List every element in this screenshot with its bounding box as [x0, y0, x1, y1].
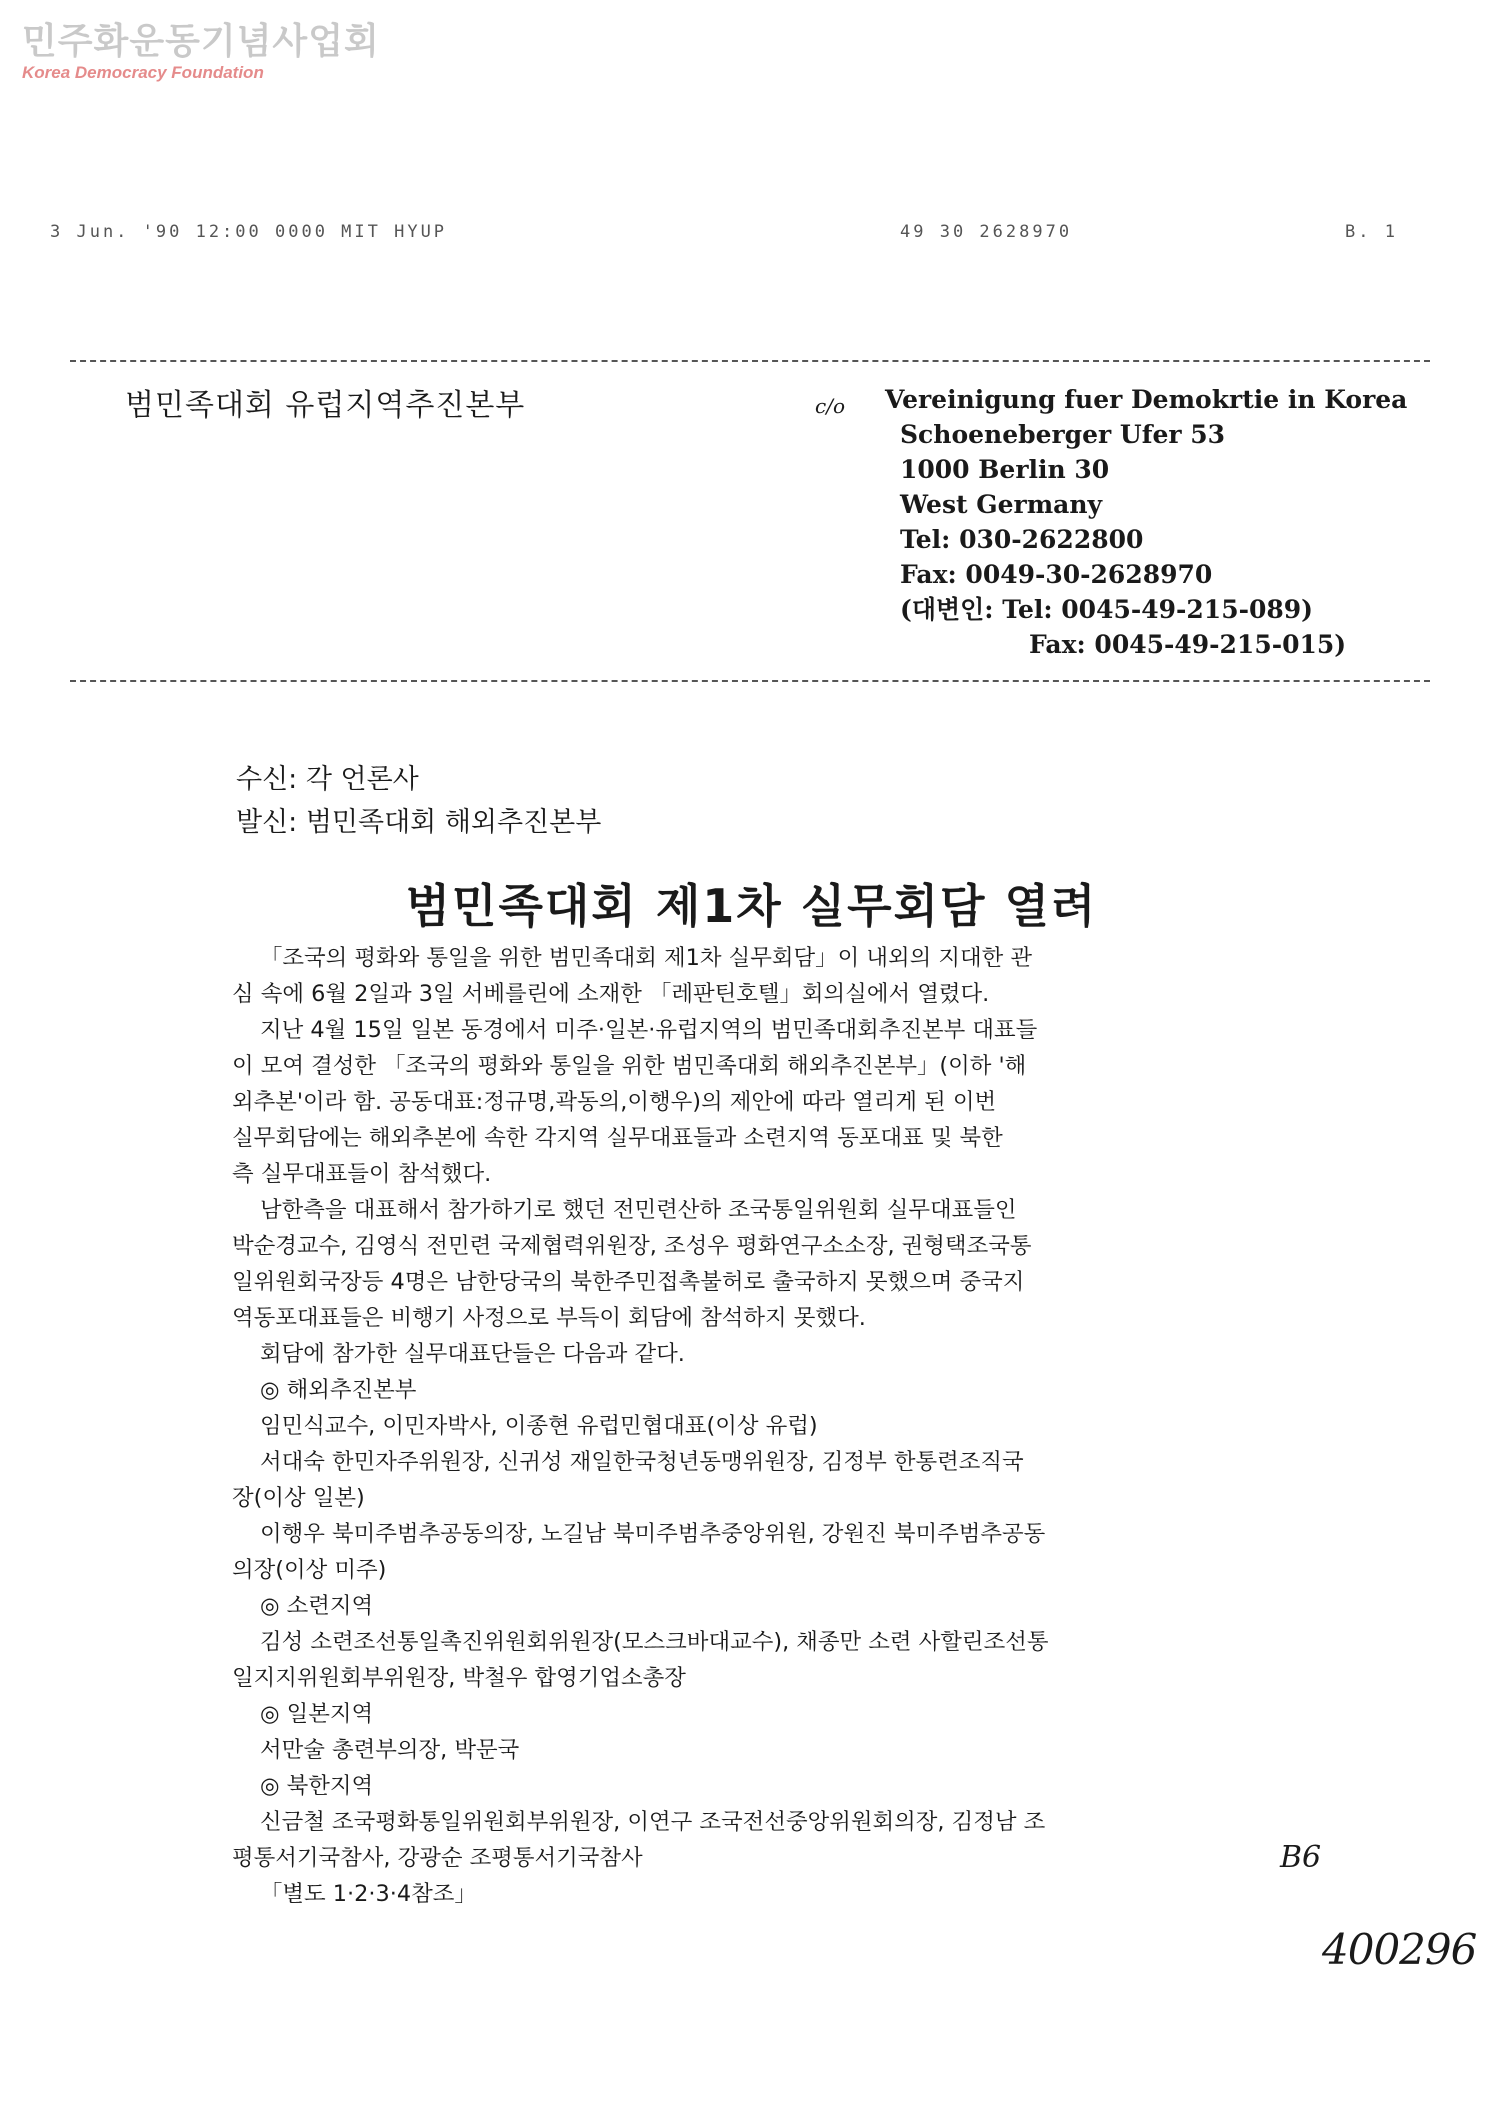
- section-heading: ◎ 일본지역: [260, 1701, 374, 1727]
- body-line: 장(이상 일본): [232, 1485, 365, 1511]
- body-line: 임민식교수, 이민자박사, 이종현 유럽민협대표(이상 유럽): [260, 1413, 818, 1439]
- body-line: 심 속에 6월 2일과 3일 서베를린에 소재한 「레판틴호텔」회의실에서 열렸다.: [232, 981, 990, 1007]
- body-line: 이 모여 결성한 「조국의 평화와 통일을 위한 범민족대회 해외추진본부」(이하 '해: [232, 1053, 1027, 1079]
- address-line: 1000 Berlin 30: [900, 455, 1110, 484]
- body-line: 일지지위원회부위원장, 박철우 합영기업소총장: [232, 1665, 686, 1691]
- handwritten-number: 400296: [1322, 1925, 1477, 1974]
- section-heading: ◎ 소련지역: [260, 1593, 374, 1619]
- body-line: 평통서기국참사, 강광순 조평통서기국참사: [232, 1845, 643, 1871]
- address-line: Vereinigung fuer Demokrtie in Korea: [885, 385, 1408, 414]
- watermark-korean: 민주화운동기념사업회: [22, 21, 380, 62]
- care-of-label: c/o: [815, 394, 845, 418]
- fax-header-right: B. 1: [1345, 222, 1398, 242]
- recipient-to: 수신: 각 언론사: [236, 764, 419, 795]
- body-line: 지난 4월 15일 일본 동경에서 미주·일본·유럽지역의 범민족대회추진본부 대표들: [260, 1017, 1038, 1043]
- body-line: 측 실무대표들이 참석했다.: [232, 1161, 492, 1187]
- body-line: 의장(이상 미주): [232, 1557, 387, 1583]
- body-line: 김성 소련조선통일촉진위원회위원장(모스크바대교수), 채종만 소련 사할린조선통: [260, 1629, 1049, 1655]
- divider-bottom: [70, 680, 1430, 682]
- document-title: 범민족대회 제1차 실무회담 열려: [405, 879, 1098, 933]
- fax-header-middle: 49 30 2628970: [900, 222, 1073, 242]
- body-line: 신금철 조국평화통일위원회부위원장, 이연구 조국전선중앙위원회의장, 김정남 조: [260, 1809, 1046, 1835]
- body-line: 서만술 총련부의장, 박문국: [260, 1737, 520, 1763]
- watermark-english: Korea Democracy Foundation: [22, 63, 264, 82]
- body-line: 회담에 참가한 실무대표단들은 다음과 같다.: [260, 1341, 685, 1367]
- body-text: [232, 940, 1322, 1912]
- body-line: 남한측을 대표해서 참가하기로 했던 전민련산하 조국통일위원회 실무대표들인: [260, 1197, 1017, 1223]
- body-line: 외추본'이라 함. 공동대표:정규명,곽동의,이행우)의 제안에 따라 열리게 된 이번: [232, 1089, 997, 1115]
- fax-line: Fax: 0049-30-2628970: [900, 560, 1213, 589]
- watermark: [22, 22, 380, 84]
- organization-korean: 범민족대회 유럽지역추진본부: [125, 388, 526, 423]
- divider-top: [70, 360, 1430, 362]
- address-line: West Germany: [900, 490, 1103, 519]
- address-line: Schoeneberger Ufer 53: [900, 420, 1226, 449]
- section-heading: ◎ 북한지역: [260, 1773, 374, 1799]
- section-heading: ◎ 해외추진본부: [260, 1377, 417, 1403]
- telephone-line: Tel: 030-2622800: [900, 525, 1144, 554]
- reference-note: 「별도 1·2·3·4참조」: [260, 1881, 477, 1907]
- body-line: 박순경교수, 김영식 전민련 국제협력위원장, 조성우 평화연구소소장, 권형택조국통: [232, 1233, 1032, 1259]
- body-line: 서대숙 한민자주위원장, 신귀성 재일한국청년동맹위원장, 김정부 한통련조직국: [260, 1449, 1024, 1475]
- handwritten-mark: B6: [1280, 1840, 1322, 1875]
- spokesperson-fax: Fax: 0045-49-215-015): [1029, 630, 1347, 659]
- body-line: 일위원회국장등 4명은 남한당국의 북한주민접촉불허로 출국하지 못했으며 중국지: [232, 1269, 1025, 1295]
- body-line: 실무회담에는 해외추본에 속한 각지역 실무대표들과 소련지역 동포대표 및 북한: [232, 1125, 1003, 1151]
- body-line: 이행우 북미주범추공동의장, 노길남 북미주범추중앙위원, 강원진 북미주범추공동: [260, 1521, 1046, 1547]
- recipient-from: 발신: 범민족대회 해외추진본부: [236, 807, 602, 838]
- body-line: 역동포대표들은 비행기 사정으로 부득이 회담에 참석하지 못했다.: [232, 1305, 866, 1331]
- body-line: 「조국의 평화와 통일을 위한 범민족대회 제1차 실무회담」이 내외의 지대한 관: [260, 945, 1032, 971]
- fax-header-left: 3 Jun. '90 12:00 0000 MIT HYUP: [50, 222, 448, 242]
- address-block: [885, 382, 1407, 662]
- spokesperson-telephone: (대변인: Tel: 0045-49-215-089): [900, 595, 1313, 624]
- recipient-block: [236, 758, 601, 844]
